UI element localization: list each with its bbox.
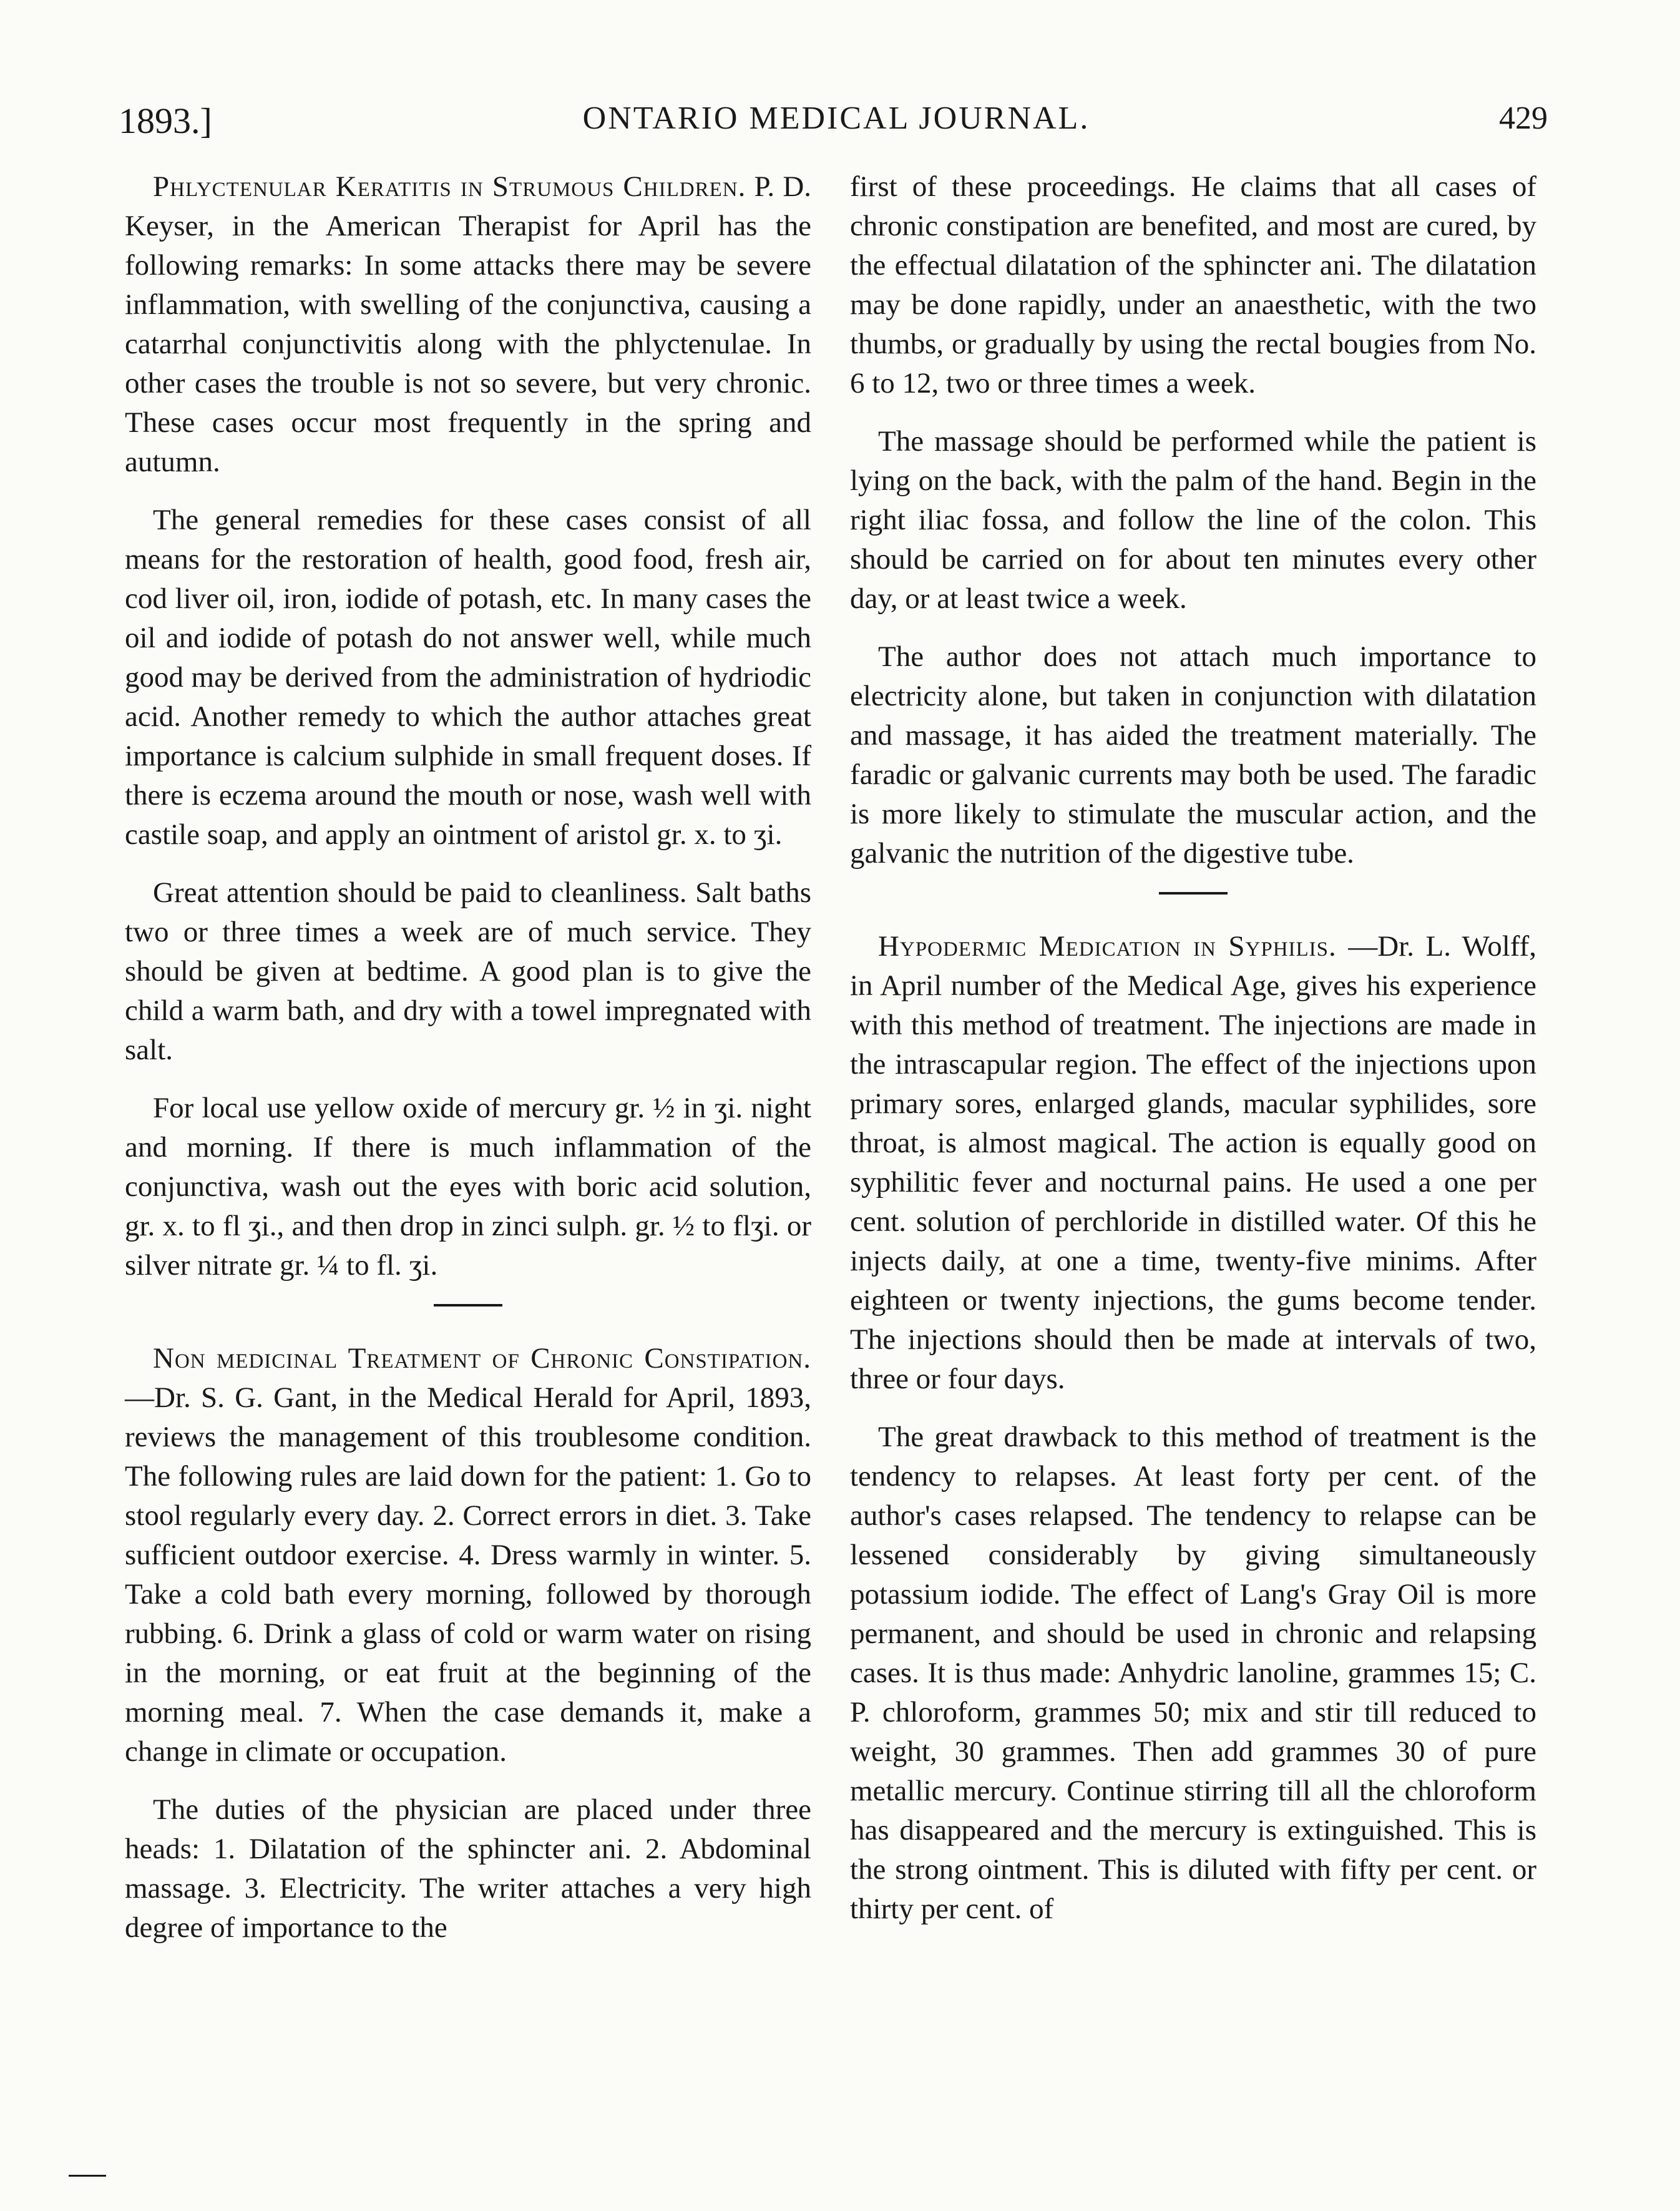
- paragraph-continued: first of these proceedings. He claims that all cases of chronic constipation are benefited, and most are cured, by the effectual dilatation of the sphincter ani. The dilatation may be done rapidly, under an anaesthetic, with the two thumbs, or gradually by using the rectal bougies from No. 6 to 12, two or three times a week.: [850, 170, 1536, 400]
- paragraph: The author does not attach much importance to electricity alone, but taken in conjunction with dilatation and massage, it has aided the treatment materially. The faradic or galvanic currents may both be used. The faradic is more likely to stimulate the muscular action, and the galvanic the nutrition of the digestive tube.: [850, 640, 1536, 870]
- section-divider: [1159, 892, 1228, 895]
- article-heading: Phlyctenular Keratitis in Strumous Children.: [153, 170, 746, 203]
- running-header: [119, 100, 1554, 150]
- paragraph-text: —Dr. S. G. Gant, in the Medical Herald for April, 1893, reviews the management of this troublesome condition. The following rules are laid down for the patient: 1. Go to stool regularly every day. 2. Correct errors in diet. 3. Take sufficient outdoor exercise. 4. Dress warmly in winter. 5. Take a cold bath every morning, followed by thorough rubbing. 6. Drink a glass of cold or warm water on rising in the morning, or eat fruit at the beginning of the morning meal. 7. When the case demands it, make a change in climate or occupation.: [125, 1381, 811, 1768]
- paragraph: The massage should be performed while the patient is lying on the back, with the palm of the hand. Begin in the right iliac fossa, and follow the line of the colon. This should be carried on for about ten minutes every other day, or at least twice a week.: [850, 425, 1536, 615]
- paragraph: For local use yellow oxide of mercury gr. ½ in ʒi. night and morning. If there is much inflammation of the conjunctiva, wash out the eyes with boric acid solution, gr. x. to fl ʒi., and then drop in zinci sulph. gr. ½ to flʒi. or silver nitrate gr. ¼ to fl. ʒi.: [125, 1092, 811, 1282]
- journal-title: ONTARIO MEDICAL JOURNAL.: [582, 100, 1090, 136]
- paragraph-text: P. D. Keyser, in the American Therapist for April has the following remarks: In some attacks there may be severe inflammation, with swelling of the conjunctiva, causing a catarrhal conjunctivitis along with the phlyctenulae. In other cases the trouble is not so severe, but very chronic. These cases occur most frequently in the spring and autumn.: [125, 170, 812, 478]
- header-year: 1893.]: [119, 100, 212, 141]
- paragraph: The great drawback to this method of treatment is the tendency to relapses. At least forty per cent. of the author's cases relapsed. The tendency to relapse can be lessened considerably by giving simultaneously potassium iodide. The effect of Lang's Gray Oil is more permanent, and should be used in chronic and relapsing cases. It is thus made: Anhydric lanoline, grammes 15; C. P. chloroform, grammes 50; mix and stir till reduced to weight, 30 grammes. Then add grammes 30 of pure metallic mercury. Continue stirring till all the chloroform has disappeared and the mercury is extinguished. This is the strong ointment. This is diluted with fifty per cent. or thirty per cent. of: [850, 1421, 1536, 1925]
- page-number: 429: [1499, 100, 1548, 136]
- paragraph: Great attention should be paid to cleanliness. Salt baths two or three times a week are of much service. They should be given at bedtime. A good plan is to give the child a warm bath, and dry with a towel impregnated with salt.: [125, 876, 811, 1066]
- article-phlyctenular-intro: [125, 167, 811, 482]
- page-edge-mark: [69, 2175, 106, 2177]
- paragraph-text: —Dr. L. Wolff, in April number of the Medical Age, gives his experience with this method of treatment. The injections are made in the intrascapular region. The effect of the injections upon primary sores, enlarged glands, macular syphilides, sore throat, is almost magical. The action is equally good on syphilitic fever and nocturnal pains. He used a one per cent. solution of perchloride in distilled water. Of this he injects daily, at one a time, twenty-five minims. After eighteen or twenty injections, the gums become tender. The injections should then be made at intervals of two, three or four days.: [850, 930, 1536, 1395]
- article-constipation-intro: [125, 1339, 811, 1772]
- article-heading: Non medicinal Treatment of Chronic Constipation.: [153, 1342, 811, 1375]
- right-column: [850, 167, 1536, 1948]
- article-heading: Hypodermic Medication in Syphilis.: [878, 930, 1337, 963]
- article-syphilis-intro: [850, 927, 1536, 1399]
- left-column: [125, 167, 811, 1966]
- paragraph: The general remedies for these cases consist of all means for the restoration of health, good food, fresh air, cod liver oil, iron, iodide of potash, etc. In many cases the oil and iodide of potash do not answer well, while much good may be derived from the administration of hydriodic acid. Another remedy to which the author attaches great importance is calcium sulphide in small frequent doses. If there is eczema around the mouth or nose, wash well with castile soap, and apply an ointment of aristol gr. x. to ʒi.: [125, 504, 811, 851]
- paragraph: The duties of the physician are placed under three heads: 1. Dilatation of the sphincter ani. 2. Abdominal massage. 3. Electricity. The writer attaches a very high degree of importance to the: [125, 1793, 811, 1944]
- section-divider: [434, 1304, 502, 1306]
